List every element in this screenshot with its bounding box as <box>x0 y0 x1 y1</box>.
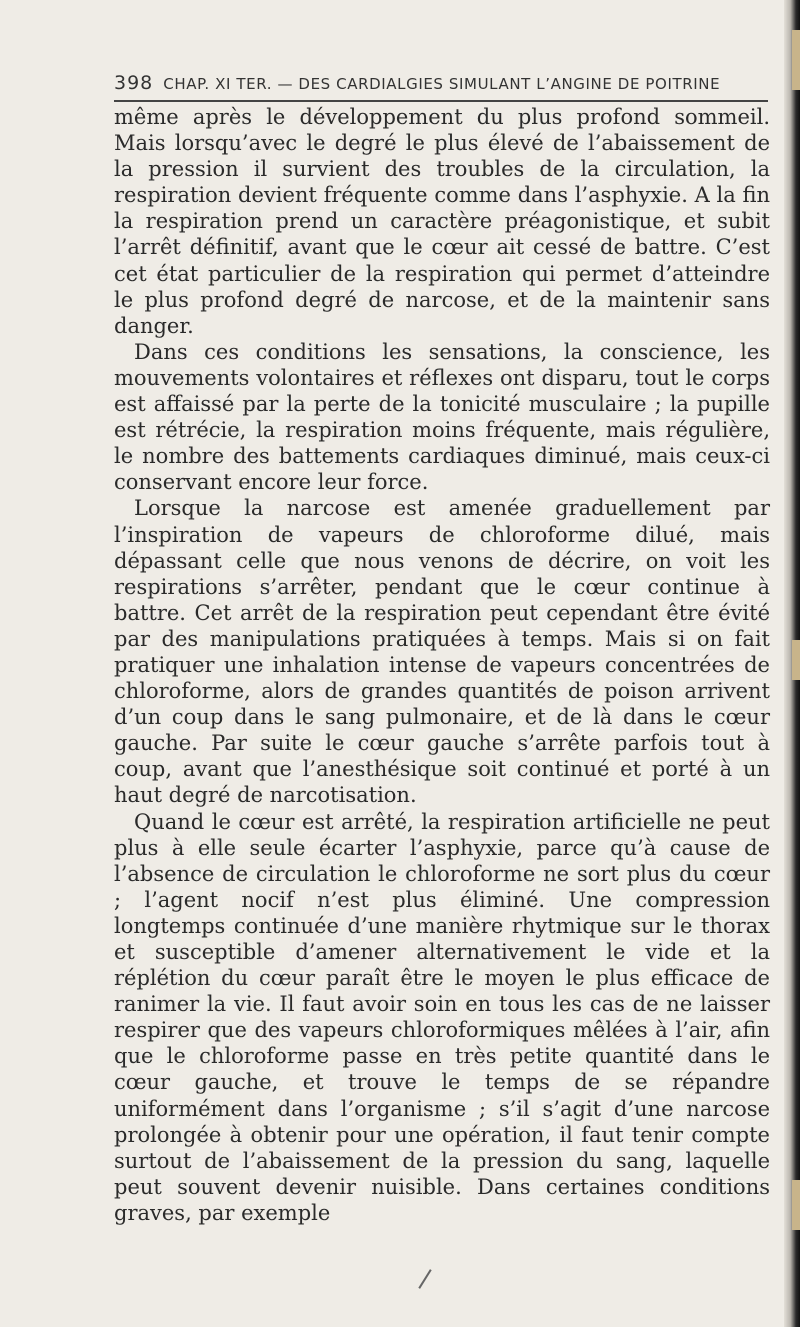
paragraph: Quand le cœur est arrêté, la respiration artificielle ne peut plus à elle seule écarter l’asphyxie, parce qu’à cause de l’absence de circulation le chloroforme ne sort plus du cœur ; l’agent nocif n’est plus éliminé. Une compression longtemps continuée d’une manière rhytmique sur le thorax et susceptible d’amener alternativement le vide et la réplétion du cœur paraît être le moyen le plus efficace de ranimer la vie. Il faut avoir soin en tous les cas de ne laisser respirer que des vapeurs chloroformiques mêlées à l’air, afin que le chloroforme passe en très petite quantité dans le cœur gauche, et trouve le temps de se répandre uniformément dans l’organisme ; s’il s’agit d’une narcose prolongée à obtenir pour une opération, il faut tenir compte surtout de l’abaissement de la pression du sang, laquelle peut souvent devenir nuisible. Dans certaines conditions graves, par exemple <box>114 809 770 1225</box>
edge-stain <box>792 30 800 90</box>
paragraph-continuation: même après le développement du plus profond sommeil. Mais lorsqu’avec le degré le plus élevé de l’abaissement de la pression il survient des troubles de la circulation, la respiration devient fréquente comme dans l’asphyxie. A la fin la respiration prend un caractère préagonistique, et subit l’arrêt définitif, avant que le cœur ait cessé de battre. C’est cet état particulier de la respiration qui permet d’atteindre le plus profond degré de narcose, et de la maintenir sans danger. <box>114 105 770 338</box>
body-text <box>114 104 770 1226</box>
pencil-mark <box>418 1269 431 1289</box>
page-header <box>114 72 774 94</box>
page-number: 398 <box>114 72 154 94</box>
edge-stain <box>792 640 800 680</box>
paragraph: Lorsque la narcose est amenée graduellement par l’inspiration de vapeurs de chloroforme dilué, mais dépassant celle que nous venons de décrire, on voit les respirations s’arrêter, pendant que le cœur continue à battre. Cet arrêt de la respiration peut cependant être évité par des manipulations pratiquées à temps. Mais si on fait pratiquer une inhalation intense de vapeurs concentrées de chloroforme, alors de grandes quantités de poison arrivent d’un coup dans le sang pulmonaire, et de là dans le cœur gauche. Par suite le cœur gauche s’arrête parfois tout à coup, avant que l’anesthésique soit continué et porté à un haut degré de narcotisation. <box>114 496 770 808</box>
paragraph: Dans ces conditions les sensations, la conscience, les mouvements volontaires et réflexes ont disparu, tout le corps est affaissé par la perte de la tonicité musculaire ; la pupille est rétrécie, la respiration moins fréquente, mais régulière, le nombre des battements cardiaques diminué, mais ceux-ci conservant encore leur force. <box>114 339 770 495</box>
header-rule <box>114 100 768 102</box>
running-head: CHAP. XI TER. — DES CARDIALGIES SIMULANT L’ANGINE DE POITRINE <box>163 75 721 93</box>
edge-stain <box>792 1180 800 1230</box>
